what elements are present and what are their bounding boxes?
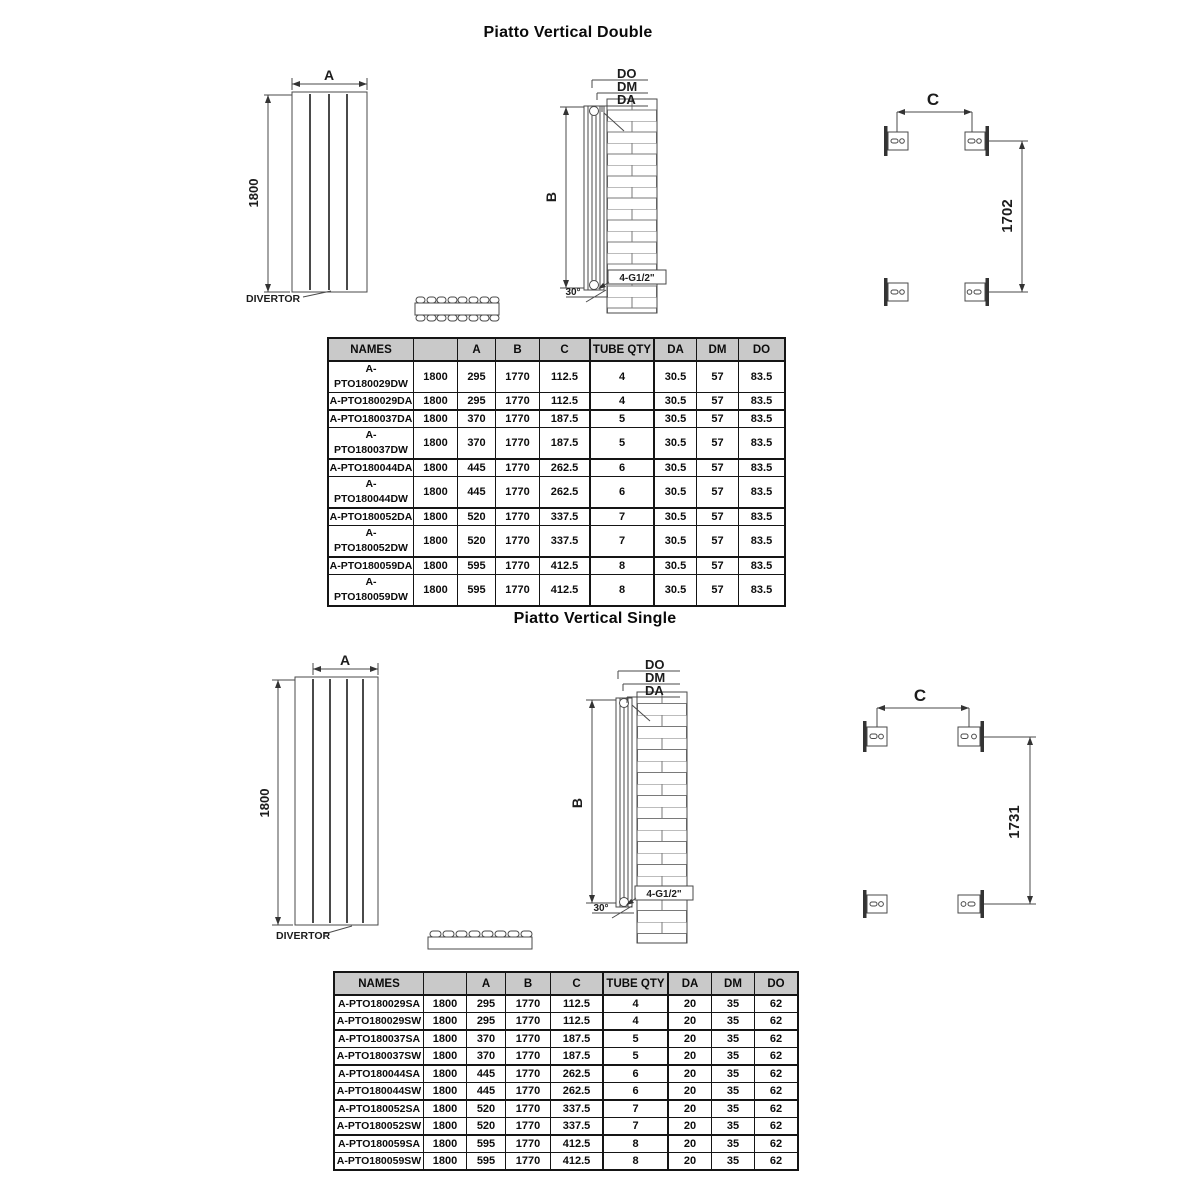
cell: 1800 <box>414 575 458 607</box>
double-spacing-label: C <box>926 90 940 109</box>
cell: 8 <box>590 575 654 607</box>
cell: 35 <box>712 1135 755 1153</box>
cell: A-PTO180029DW <box>328 361 414 393</box>
cell: 1800 <box>414 508 458 526</box>
cell: A-PTO180059DW <box>328 575 414 607</box>
cell: 83.5 <box>739 557 786 575</box>
cell: 1800 <box>424 995 467 1013</box>
cell: 1800 <box>424 1100 467 1118</box>
double-width-label: A <box>323 67 335 83</box>
cell: 412.5 <box>551 1153 604 1171</box>
single-depth-label: B <box>569 797 585 809</box>
cell: 57 <box>697 575 739 607</box>
cell: 20 <box>668 1083 712 1101</box>
cell: 35 <box>712 1118 755 1136</box>
single-width-label: A <box>339 652 351 668</box>
cell: 57 <box>697 459 739 477</box>
cell: 7 <box>590 526 654 558</box>
cell: 83.5 <box>739 361 786 393</box>
cell: 1770 <box>496 428 540 460</box>
cell: 1770 <box>496 508 540 526</box>
cell: 520 <box>467 1118 506 1136</box>
cell: 262.5 <box>540 477 591 509</box>
cell: A-PTO180037SW <box>334 1048 424 1066</box>
cell: 8 <box>603 1153 668 1171</box>
cell: A-PTO180059DA <box>328 557 414 575</box>
cell: 1770 <box>496 410 540 428</box>
double-header-row <box>328 338 785 361</box>
single-angle-label: 30° <box>593 903 609 914</box>
cell: A-PTO180029SW <box>334 1013 424 1031</box>
cell: 30.5 <box>654 459 697 477</box>
single-spacing-label: C <box>913 686 927 705</box>
cell: 595 <box>458 557 496 575</box>
cell: 187.5 <box>551 1048 604 1066</box>
cell: 337.5 <box>540 526 591 558</box>
column-header: B <box>506 972 551 995</box>
cell: 62 <box>755 1030 799 1048</box>
column-header: C <box>551 972 604 995</box>
cell: 1800 <box>414 477 458 509</box>
cell: 4 <box>590 361 654 393</box>
cell: 520 <box>458 508 496 526</box>
table-row <box>334 1135 798 1153</box>
single-divertor-label: DIVERTOR <box>276 930 331 942</box>
cell: 1800 <box>414 459 458 477</box>
table-row <box>334 1083 798 1101</box>
cell: 1800 <box>424 1048 467 1066</box>
column-header: B <box>496 338 540 361</box>
cell: A-PTO180044DW <box>328 477 414 509</box>
cell: 412.5 <box>540 575 591 607</box>
column-header: NAMES <box>328 338 414 361</box>
table-row <box>334 1065 798 1083</box>
cell: 62 <box>755 1135 799 1153</box>
column-header: DO <box>739 338 786 361</box>
cell: 112.5 <box>540 361 591 393</box>
cell: 412.5 <box>540 557 591 575</box>
cell: 5 <box>590 428 654 460</box>
double-front-view <box>264 78 367 297</box>
table-row <box>328 393 785 411</box>
cell: 83.5 <box>739 410 786 428</box>
cell: 6 <box>603 1083 668 1101</box>
column-header: DA <box>668 972 712 995</box>
cell: 30.5 <box>654 428 697 460</box>
cell: 20 <box>668 995 712 1013</box>
cell: 30.5 <box>654 508 697 526</box>
table-row <box>328 410 785 428</box>
double-bracket-height-value: 1702 <box>999 199 1016 233</box>
cell: 5 <box>603 1030 668 1048</box>
cell: 30.5 <box>654 526 697 558</box>
table-row <box>328 557 785 575</box>
cell: 1800 <box>414 410 458 428</box>
cell: A-PTO180037DA <box>328 410 414 428</box>
cell: 4 <box>590 393 654 411</box>
cell: 83.5 <box>739 508 786 526</box>
double-depth-label: B <box>543 191 559 203</box>
cell: 1770 <box>496 477 540 509</box>
cell: 6 <box>603 1065 668 1083</box>
cell: 35 <box>712 1013 755 1031</box>
cell: 4 <box>603 1013 668 1031</box>
cell: 262.5 <box>540 459 591 477</box>
cell: 4 <box>603 995 668 1013</box>
cell: 30.5 <box>654 477 697 509</box>
cell: 35 <box>712 1030 755 1048</box>
table-row <box>328 459 785 477</box>
cell: 1800 <box>414 428 458 460</box>
cell: 1800 <box>424 1030 467 1048</box>
cell: 337.5 <box>540 508 591 526</box>
column-header: NAMES <box>334 972 424 995</box>
cell: 83.5 <box>739 459 786 477</box>
cell: 1800 <box>424 1083 467 1101</box>
cell: A-PTO180059SW <box>334 1153 424 1171</box>
cell: 1770 <box>506 1135 551 1153</box>
cell: 62 <box>755 995 799 1013</box>
single-da-label: DA <box>645 683 664 698</box>
cell: 112.5 <box>551 995 604 1013</box>
cell: 20 <box>668 1013 712 1031</box>
table-row <box>334 995 798 1013</box>
cell: 595 <box>467 1153 506 1171</box>
cell: 62 <box>755 1048 799 1066</box>
cell: A-PTO180044SW <box>334 1083 424 1101</box>
single-bracket-height-value: 1731 <box>1006 805 1023 839</box>
cell: 35 <box>712 995 755 1013</box>
table-row <box>328 477 785 509</box>
table-row <box>328 361 785 393</box>
cell: 20 <box>668 1118 712 1136</box>
table-row <box>334 1153 798 1171</box>
column-header: DM <box>697 338 739 361</box>
cell: 1800 <box>424 1065 467 1083</box>
double-divertor-label: DIVERTOR <box>246 293 301 305</box>
column-header: TUBE QTY <box>590 338 654 361</box>
cell: 412.5 <box>551 1135 604 1153</box>
cell: 6 <box>590 477 654 509</box>
double-title: Piatto Vertical Double <box>483 24 653 41</box>
cell: 20 <box>668 1135 712 1153</box>
cell: 57 <box>697 361 739 393</box>
cell: 1800 <box>424 1153 467 1171</box>
cell: 62 <box>755 1013 799 1031</box>
cell: A-PTO180052SA <box>334 1100 424 1118</box>
cell: 30.5 <box>654 575 697 607</box>
column-header: DO <box>755 972 799 995</box>
cell: 1800 <box>424 1013 467 1031</box>
cell: A-PTO180052SW <box>334 1118 424 1136</box>
cell: 262.5 <box>551 1083 604 1101</box>
cell: 57 <box>697 557 739 575</box>
cell: 62 <box>755 1083 799 1101</box>
cell: A-PTO180044SA <box>334 1065 424 1083</box>
cell: 57 <box>697 428 739 460</box>
cell: 62 <box>755 1100 799 1118</box>
table-row <box>334 1118 798 1136</box>
cell: 370 <box>467 1030 506 1048</box>
cell: A-PTO180029DA <box>328 393 414 411</box>
cell: 1800 <box>414 557 458 575</box>
cell: 30.5 <box>654 410 697 428</box>
cell: 1770 <box>506 1118 551 1136</box>
cell: A-PTO180037SA <box>334 1030 424 1048</box>
cell: 7 <box>603 1100 668 1118</box>
double-da-label: DA <box>617 92 636 107</box>
column-header: C <box>540 338 591 361</box>
cell: 1770 <box>496 575 540 607</box>
cell: 370 <box>458 428 496 460</box>
cell: 83.5 <box>739 526 786 558</box>
cell: 445 <box>458 477 496 509</box>
cell: 62 <box>755 1065 799 1083</box>
single-height-value: 1800 <box>257 788 272 818</box>
cell: 1770 <box>496 361 540 393</box>
double-connection-label: 4-G1/2" <box>619 273 655 284</box>
cell: 370 <box>467 1048 506 1066</box>
single-spec-table <box>333 971 799 1171</box>
cell: 262.5 <box>551 1065 604 1083</box>
cell: 1770 <box>496 526 540 558</box>
column-header: A <box>458 338 496 361</box>
cell: 62 <box>755 1118 799 1136</box>
cell: 35 <box>712 1065 755 1083</box>
cell: 187.5 <box>540 410 591 428</box>
cell: 370 <box>458 410 496 428</box>
cell: 20 <box>668 1065 712 1083</box>
double-dm-label: DM <box>617 79 638 94</box>
cell: 112.5 <box>551 1013 604 1031</box>
double-height-value: 1800 <box>246 178 261 208</box>
cell: 8 <box>590 557 654 575</box>
cell: 1770 <box>496 557 540 575</box>
cell: 83.5 <box>739 477 786 509</box>
single-top-view <box>428 931 532 949</box>
cell: 30.5 <box>654 557 697 575</box>
cell: 1770 <box>496 459 540 477</box>
cell: 35 <box>712 1100 755 1118</box>
cell: 57 <box>697 410 739 428</box>
cell: 6 <box>590 459 654 477</box>
cell: 295 <box>458 393 496 411</box>
cell: 57 <box>697 508 739 526</box>
cell: 1800 <box>414 526 458 558</box>
column-header <box>424 972 467 995</box>
cell: 295 <box>467 1013 506 1031</box>
table-row <box>328 508 785 526</box>
cell: 20 <box>668 1153 712 1171</box>
double-do-label: DO <box>617 66 637 81</box>
cell: 1800 <box>414 361 458 393</box>
cell: 187.5 <box>551 1030 604 1048</box>
table-row <box>334 1030 798 1048</box>
cell: 1770 <box>506 1065 551 1083</box>
cell: 595 <box>467 1135 506 1153</box>
cell: 57 <box>697 393 739 411</box>
cell: A-PTO180029SA <box>334 995 424 1013</box>
cell: A-PTO180037DW <box>328 428 414 460</box>
column-header: A <box>467 972 506 995</box>
cell: 20 <box>668 1100 712 1118</box>
cell: 62 <box>755 1153 799 1171</box>
cell: 5 <box>603 1048 668 1066</box>
table-row <box>328 428 785 460</box>
cell: 7 <box>590 508 654 526</box>
single-header-row <box>334 972 798 995</box>
cell: 20 <box>668 1030 712 1048</box>
single-connection-label: 4-G1/2" <box>646 889 682 900</box>
cell: 520 <box>458 526 496 558</box>
cell: 337.5 <box>551 1100 604 1118</box>
cell: 187.5 <box>540 428 591 460</box>
cell: 20 <box>668 1048 712 1066</box>
cell: 445 <box>467 1083 506 1101</box>
table-row <box>334 1013 798 1031</box>
table-row <box>328 526 785 558</box>
cell: 1770 <box>506 1048 551 1066</box>
cell: 445 <box>467 1065 506 1083</box>
cell: 35 <box>712 1048 755 1066</box>
single-dm-label: DM <box>645 670 666 685</box>
cell: 1800 <box>424 1135 467 1153</box>
cell: 30.5 <box>654 361 697 393</box>
cell: A-PTO180059SA <box>334 1135 424 1153</box>
cell: A-PTO180052DA <box>328 508 414 526</box>
cell: 7 <box>603 1118 668 1136</box>
cell: 5 <box>590 410 654 428</box>
cell: 337.5 <box>551 1118 604 1136</box>
single-front-view <box>272 663 378 934</box>
double-angle-label: 30° <box>565 287 581 298</box>
cell: 35 <box>712 1083 755 1101</box>
cell: 1770 <box>506 1153 551 1171</box>
cell: 1770 <box>506 1083 551 1101</box>
cell: 1770 <box>506 1013 551 1031</box>
cell: 1800 <box>424 1118 467 1136</box>
cell: 295 <box>467 995 506 1013</box>
cell: 1770 <box>506 1100 551 1118</box>
cell: 445 <box>458 459 496 477</box>
cell: 1770 <box>506 995 551 1013</box>
single-title: Piatto Vertical Single <box>513 610 677 627</box>
cell: A-PTO180052DW <box>328 526 414 558</box>
cell: 57 <box>697 477 739 509</box>
cell: A-PTO180044DA <box>328 459 414 477</box>
table-row <box>334 1100 798 1118</box>
cell: 112.5 <box>540 393 591 411</box>
cell: 595 <box>458 575 496 607</box>
cell: 83.5 <box>739 575 786 607</box>
cell: 295 <box>458 361 496 393</box>
cell: 30.5 <box>654 393 697 411</box>
column-header <box>414 338 458 361</box>
double-top-view <box>415 297 499 321</box>
table-row <box>334 1048 798 1066</box>
column-header: DA <box>654 338 697 361</box>
column-header: TUBE QTY <box>603 972 668 995</box>
cell: 1770 <box>506 1030 551 1048</box>
double-spec-table <box>327 337 786 607</box>
cell: 57 <box>697 526 739 558</box>
cell: 520 <box>467 1100 506 1118</box>
single-do-label: DO <box>645 657 665 672</box>
cell: 1800 <box>414 393 458 411</box>
cell: 83.5 <box>739 428 786 460</box>
cell: 8 <box>603 1135 668 1153</box>
cell: 35 <box>712 1153 755 1171</box>
cell: 1770 <box>496 393 540 411</box>
cell: 83.5 <box>739 393 786 411</box>
column-header: DM <box>712 972 755 995</box>
